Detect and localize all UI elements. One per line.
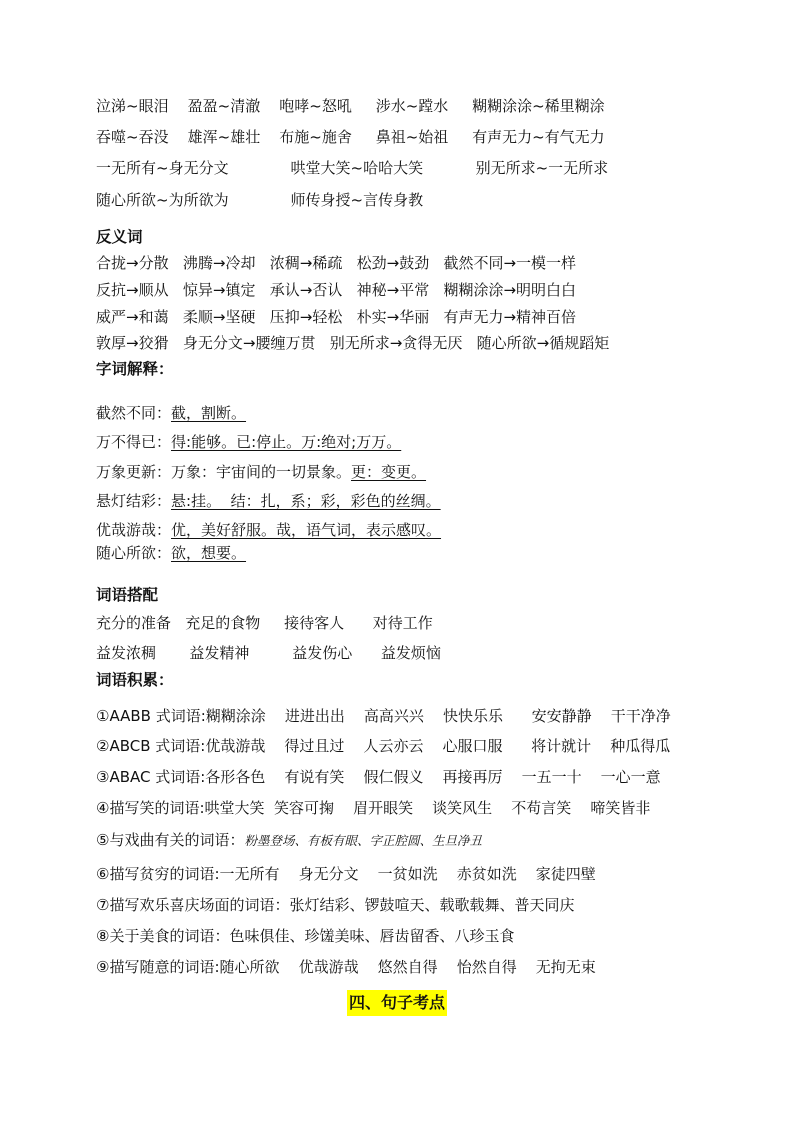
antonym-line: 反抗→顺从 惊异→镇定 承认→否认 神秘→平常 糊糊涂涂→明明白白 — [96, 281, 577, 299]
synonym-line: 随心所欲~为所欲为 师传身授~言传身教 — [96, 191, 424, 209]
accumulation-heading: 词语积累： — [96, 671, 174, 689]
accumulation-line: ⑦描写欢乐喜庆场面的词语：张灯结彩、锣鼓喧天、载歌载舞、普天同庆 — [96, 896, 575, 914]
explanation-def: 欲，想要。 — [171, 544, 247, 562]
explanation-item — [96, 520, 441, 540]
explanation-item — [96, 403, 246, 423]
accumulation-line: ⑧关于美食的词语：色味俱佳、珍馐美味、唇齿留香、八珍玉食 — [96, 927, 515, 945]
explanation-def: 优，美好舒服。哉，语气词，表示感叹。 — [171, 521, 442, 539]
explanation-term: 万象更新：万象：宇宙间的一切景象。 — [96, 463, 352, 481]
explanation-def: 截，割断。 — [171, 404, 247, 422]
accumulation-line: ④描写笑的词语:哄堂大笑 笑容可掬 眉开眼笑 谈笑风生 不苟言笑 啼笑皆非 — [96, 799, 651, 817]
synonym-line: 一无所有~身无分文 哄堂大笑~哈哈大笑 别无所求~一无所求 — [96, 159, 609, 177]
explanation-term: 悬灯结彩： — [96, 492, 172, 510]
accumulation-line: ⑥描写贫穷的词语:一无所有 身无分文 一贫如洗 赤贫如洗 家徒四壁 — [96, 865, 596, 883]
collocation-line: 益发浓稠 益发精神 益发伤心 益发烦恼 — [96, 644, 441, 662]
antonym-line: 威严→和蔼 柔顺→坚硬 压抑→轻松 朴实→华丽 有声无力→精神百倍 — [96, 308, 577, 326]
synonym-line: 吞噬~吞没 雄浑~雄壮 布施~施舍 鼻祖~始祖 有声无力~有气无力 — [96, 128, 605, 146]
accumulation-line: ⑨描写随意的词语:随心所欲 优哉游哉 悠然自得 怡然自得 无拘无束 — [96, 958, 596, 976]
explanation-item — [96, 491, 441, 511]
accumulation-line: ①AABB 式词语:糊糊涂涂 进进出出 高高兴兴 快快乐乐 安安静静 干干净净 — [96, 707, 671, 725]
explanation-item — [96, 432, 401, 452]
section-title: 四、句子考点 — [347, 990, 447, 1016]
explanation-def: 悬:挂。 结：扎，系；彩，彩色的丝绸。 — [171, 492, 441, 510]
explanation-term: 截然不同： — [96, 404, 172, 422]
accumulation-line: ③ABAC 式词语:各形各色 有说有笑 假仁假义 再接再厉 一五一十 一心一意 — [96, 768, 661, 786]
explanation-item — [96, 543, 246, 563]
explanation-def: 更：变更。 — [351, 463, 427, 481]
explanation-def: 得:能够。已:停止。万:绝对;万万。 — [171, 433, 402, 451]
explanation-item — [96, 462, 426, 482]
explanation-term: 万不得已： — [96, 433, 172, 451]
accumulation-line: ②ABCB 式词语:优哉游哉 得过且过 人云亦云 心服口服 将计就计 种瓜得瓜 — [96, 737, 671, 755]
collocation-line: 充分的准备 充足的食物 接待客人 对待工作 — [96, 614, 433, 632]
accumulation-label: ⑤与戏曲有关的词语： — [96, 831, 245, 849]
synonym-line: 泣涕~眼泪 盈盈~清澈 咆哮~怒吼 涉水~蹚水 糊糊涂涂~稀里糊涂 — [96, 97, 605, 115]
accumulation-words: 粉墨登场、有板有眼、字正腔圆、生旦净丑 — [244, 833, 482, 848]
explanation-term: 优哉游哉： — [96, 521, 172, 539]
explanation-term: 随心所欲： — [96, 544, 172, 562]
accumulation-line — [96, 830, 482, 851]
collocation-heading: 词语搭配 — [96, 586, 159, 604]
antonyms-heading: 反义词 — [96, 228, 143, 246]
antonym-line: 合拢→分散 沸腾→冷却 浓稠→稀疏 松劲→鼓劲 截然不同→一模一样 — [96, 254, 577, 272]
explanation-heading: 字词解释： — [96, 360, 174, 378]
antonym-line: 敦厚→狡猾 身无分文→腰缠万贯 别无所求→贪得无厌 随心所欲→循规蹈矩 — [96, 334, 610, 352]
